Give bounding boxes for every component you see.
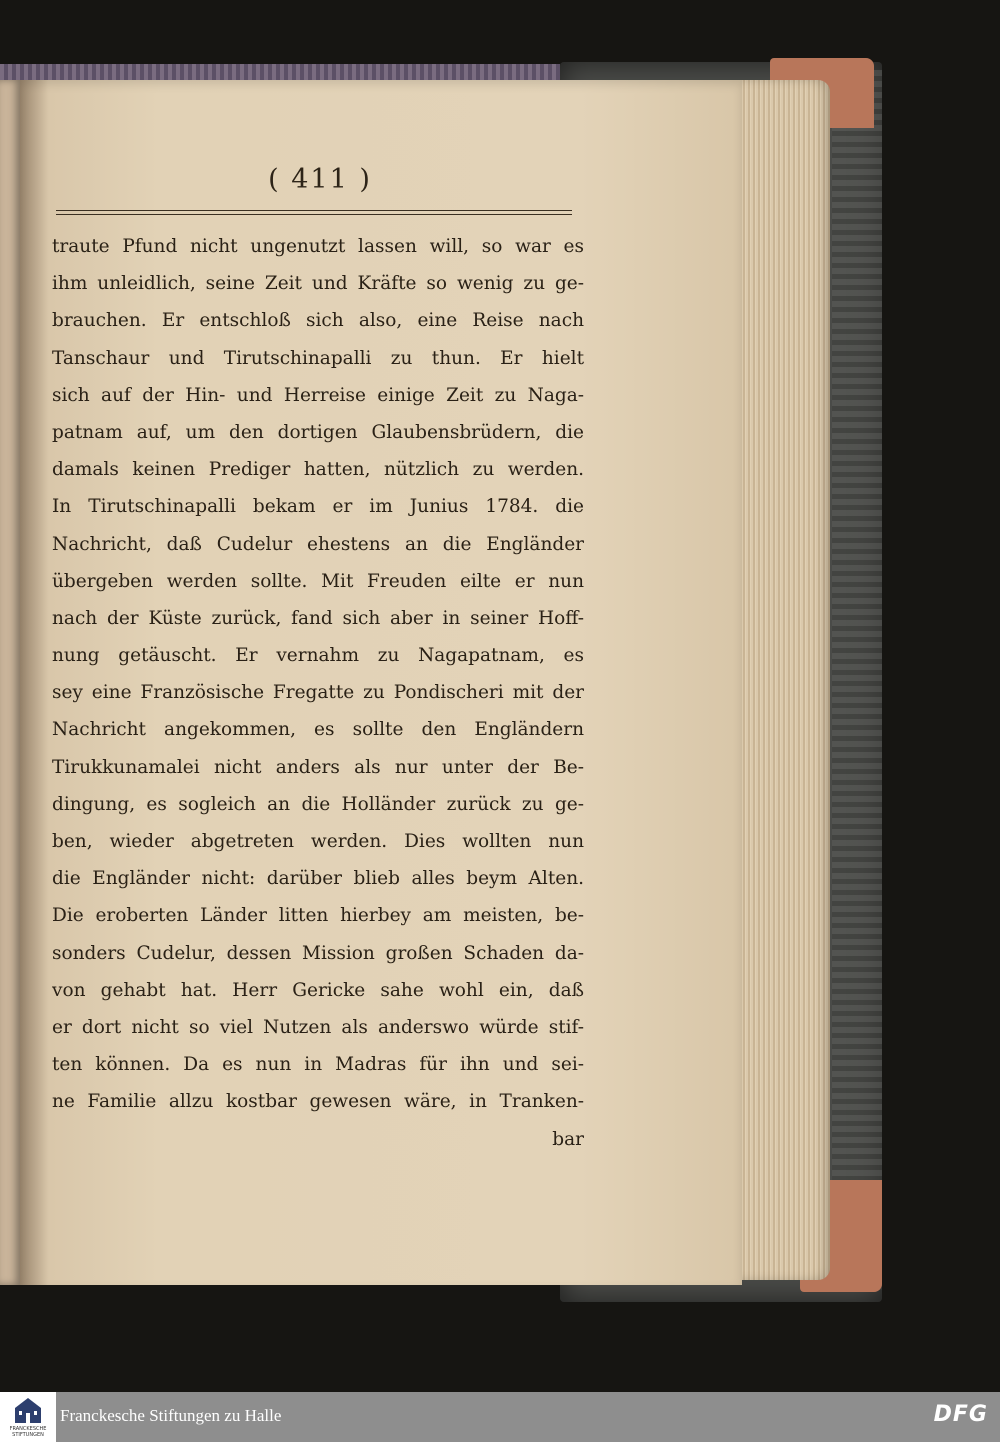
page-block-edges (736, 80, 830, 1280)
text-line: ihm unleidlich, seine Zeit und Kräfte so wenig zu ge- (52, 273, 584, 295)
text-line: die Engländer nicht: darüber blieb alles beym Alten. (52, 868, 584, 890)
facing-page-edge (0, 80, 20, 1285)
text-line: nach der Küste zurück, fand sich aber in seiner Hoff- (52, 607, 584, 629)
text-line: sonders Cudelur, dessen Mission großen Schaden da- (52, 942, 584, 964)
text-line: sey eine Französische Fregatte zu Pondischeri mit der (52, 682, 584, 704)
page-number: ( 411 ) (268, 164, 372, 195)
text-line: von gehabt hat. Herr Gericke sahe wohl ein, daß (52, 979, 584, 1001)
text-line: ne Familie allzu kostbar gewesen wäre, in Tranken- (52, 1091, 584, 1113)
text-line: brauchen. Er entschloß sich also, eine Reise nach (52, 310, 584, 332)
text-line: Die eroberten Länder litten hierbey am meisten, be- (52, 905, 584, 927)
text-line: ten können. Da es nun in Madras für ihn und sei- (52, 1054, 584, 1076)
dfg-logo[interactable]: DFG (933, 1402, 988, 1427)
text-line: dingung, es sogleich an die Holländer zurück zu ge- (52, 793, 584, 815)
text-line: Tirukkunamalei nicht anders als nur unter der Be- (52, 756, 584, 778)
book-page (20, 80, 742, 1285)
text-line: In Tirutschinapalli bekam er im Junius 1784. die (52, 496, 584, 518)
text-line: sich auf der Hin- und Herreise einige Zeit zu Naga- (52, 384, 584, 406)
text-block (52, 228, 584, 1158)
viewer-footer (0, 1392, 1000, 1442)
franckesche-logo-icon (14, 1398, 42, 1424)
text-line: Nachricht angekommen, es sollte den Engländern (52, 719, 584, 741)
cover-edge-texture (832, 70, 882, 1290)
header-rule (56, 210, 572, 215)
gutter-shadow (20, 80, 48, 1285)
institution-logo[interactable] (0, 1392, 56, 1442)
text-line: damals keinen Prediger hatten, nützlich zu werden. (52, 459, 584, 481)
text-line: er dort nicht so viel Nutzen als anderswo würde stif- (52, 1016, 584, 1038)
text-line: patnam auf, um den dortigen Glaubensbrüdern, die (52, 421, 584, 443)
text-line: ben, wieder abgetreten werden. Dies wollten nun (52, 831, 584, 852)
text-line: Nachricht, daß Cudelur ehestens an die Engländer (52, 533, 584, 555)
text-line: nung getäuscht. Er vernahm zu Nagapatnam, es (52, 645, 584, 667)
text-line: übergeben werden sollte. Mit Freuden eilte er nun (52, 570, 584, 592)
institution-name[interactable]: Franckesche Stiftungen zu Halle (60, 1406, 282, 1425)
catchword: bar (552, 1128, 584, 1150)
text-line: Tanschaur und Tirutschinapalli zu thun. Er hielt (52, 347, 584, 369)
logo-caption: FRANCKESCHE STIFTUNGEN (9, 1426, 47, 1438)
text-line: traute Pfund nicht ungenutzt lassen will, so war es (52, 236, 584, 257)
